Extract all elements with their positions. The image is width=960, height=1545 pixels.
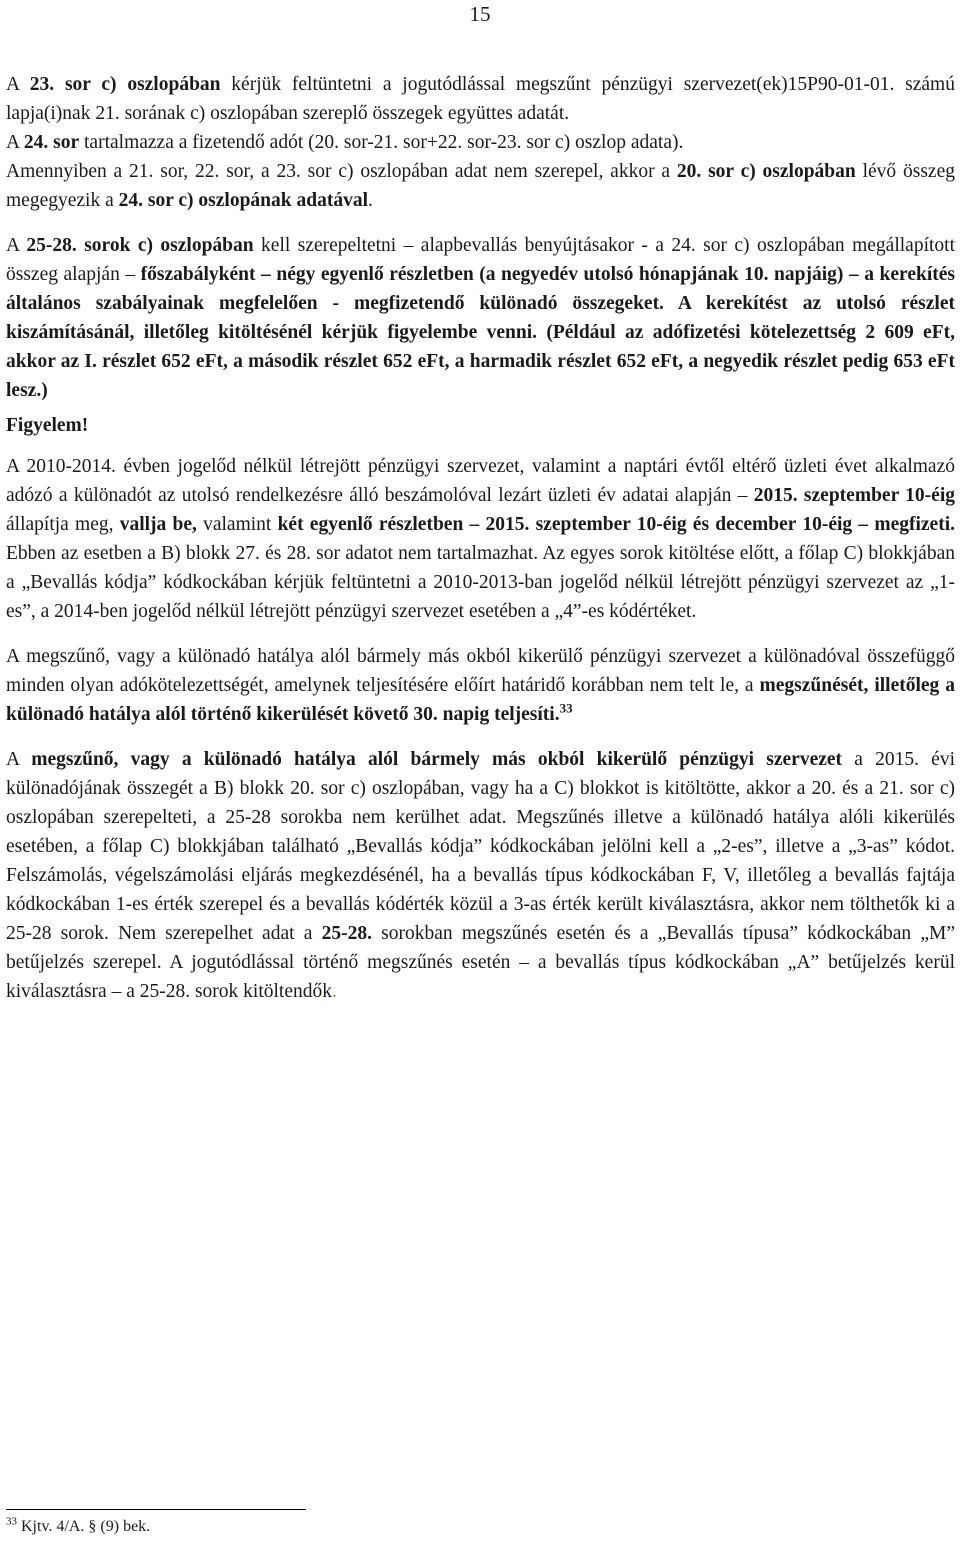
bold-run: 2015. szeptember 10-éig	[753, 485, 955, 506]
text-run: Amennyiben a 21. sor, 22. sor, a 23. sor c) oszlopában adat nem szerepel, akkor a	[6, 161, 677, 182]
text-run: tartalmazza a fizetendő adót (20. sor-21. sor+22. sor-23. sor c) oszlop adata).	[79, 132, 684, 153]
bold-run: 25-28. sorok c) oszlopában	[26, 235, 254, 256]
text-run: Ebben az esetben a B) blokk 27. és 28. sor adatot nem tartalmazhat. Az egyes sorok kitöltése előtt, a főlap C) blokkjában a „Bevallás kódja” kódkockában kérjük feltüntetni a 2010-2013-ban jogelőd nélkül létrejött pénzügyi szervezet az „1-es”, a 2014-ben jogelőd nélkül létrejött pénzügyi szervezet esetében a „4”-es kódértéket.	[6, 543, 955, 622]
text-run: .	[368, 190, 373, 211]
footnote-separator	[6, 1509, 306, 1510]
text-run: a 2015. évi különadójának összegét a B) blokk 20. sor c) oszlopában, vagy ha a C) blokkot is kitöltötte, akkor a 20. és a 21. sor c) oszlopában szerepelteti, a 25-28 sorokba nem kerülhet adat. Megszűnés illetve a különadó hatálya alóli kikerülés esetében, a főlap C) blokkjában található „Bevallás kódja” kódkockában jelölni kell a „2-es”, illetve a „3-as” kódot. Felszámolás, végelszámolási eljárás megkezdésénél, ha a bevallás típus kódkockában F, V, illetőleg a bevallás fajtája kódkockában 1-es érték szerepel és a bevallás kódérték közül a 3-as érték került kiválasztásra, akkor nem tölthetők ki a 25-28 sorok. Nem szerepelhet adat a	[6, 749, 955, 944]
text-run: sorokban megszűnés esetén és a „Bevallás típusa” kódkockában „M” betűjelzés szerepel. A jogutódlással történő megszűnés esetén – a bevallás típus kódkockában „A” betűjelzés kerül kiválasztásra – a 25-28. sorok kitöltendők	[6, 923, 955, 1002]
heading-text: Figyelem!	[6, 415, 89, 436]
paragraph-row-23	[6, 70, 955, 128]
paragraph-row-24	[6, 128, 955, 157]
paragraph-rows-25-28	[6, 231, 955, 405]
text-run: A 2010-2014. évben jogelőd nélkül létrejött pénzügyi szervezet, valamint a naptári évtől eltérő üzleti évet alkalmazó adózó a különadót az utolsó rendelkezésre álló beszámolóval lezárt üzleti év adatai alapján –	[6, 456, 955, 506]
bold-run: megszűnő, vagy a különadó hatálya alól bármely más okból kikerülő pénzügyi szervezet	[31, 749, 843, 770]
footnote-ref: 33	[559, 700, 573, 716]
text-run: A	[6, 132, 24, 153]
text-run: kérjük feltüntetni a jogutódlással megszűnt pénzügyi szervezet(ek)15P90-01-01. számú lapja(i)nak 21. sorának c) oszlopában szereplő összegek együttes adatát.	[6, 74, 955, 124]
text-run: A	[6, 74, 30, 95]
bold-run: 24. sor c) oszlopának adatával	[118, 190, 368, 211]
bold-run: 23. sor c) oszlopában	[29, 74, 221, 95]
paragraph-terminating-tax	[6, 745, 955, 1006]
paragraph-row-20-note	[6, 157, 955, 215]
bold-run: két egyenlő részletben – 2015. szeptember 10-éig és december 10-éig – megfizeti.	[277, 514, 955, 535]
colored-period: .	[332, 981, 337, 1002]
page-number: 15	[469, 2, 491, 26]
paragraph-terminating-entities	[6, 642, 955, 729]
bold-run: 25-28.	[321, 923, 372, 944]
text-run: valamint	[196, 514, 278, 535]
page-body	[6, 70, 955, 1006]
paragraph-new-entities	[6, 452, 955, 626]
bold-run: 24. sor	[23, 132, 80, 153]
text-run: kell szerepeltetni – alapbevallás benyújtásakor - a 24. sor c) oszlopában megállapított összeg alapján –	[6, 235, 955, 285]
bold-run: megszűnését, illetőleg a különadó hatálya alól történő kikerülését követő 30. napig teljesíti.	[6, 675, 955, 725]
text-run: A	[6, 749, 32, 770]
text-run: állapítja meg,	[6, 514, 120, 535]
text-run: lévő összeg megegyezik a	[6, 161, 955, 211]
bold-run: főszabályként – négy egyenlő részletben (a negyedév utolsó hónapjának 10. napjáig) – a kerekítés általános szabályainak megfelelően - megfizetendő különadó összegeket. A kerekítést az utolsó részlet kiszámításánál, illetőleg kitöltésénél kérjük figyelembe venni. (Például az adófizetési kötelezettség 2 609 eFt, akkor az I. részlet 652 eFt, a második részlet 652 eFt, a harmadik részlet 652 eFt, a negyedik részlet pedig 653 eFt lesz.)	[6, 264, 955, 401]
bold-run: 20. sor c) oszlopában	[676, 161, 856, 182]
footnote	[6, 1517, 150, 1537]
bold-run: vallja be,	[119, 514, 197, 535]
warning-heading	[6, 411, 955, 440]
footnote-text: Kjtv. 4/A. § (9) bek.	[17, 1518, 151, 1535]
footnote-number: 33	[6, 1515, 17, 1528]
text-run: A megszűnő, vagy a különadó hatálya alól bármely más okból kikerülő pénzügyi szervezet a különadóval összefüggő minden olyan adókötelezettségét, amelynek teljesítésére előírt határidő korábban nem telt le, a	[6, 646, 955, 696]
text-run: A	[6, 235, 27, 256]
